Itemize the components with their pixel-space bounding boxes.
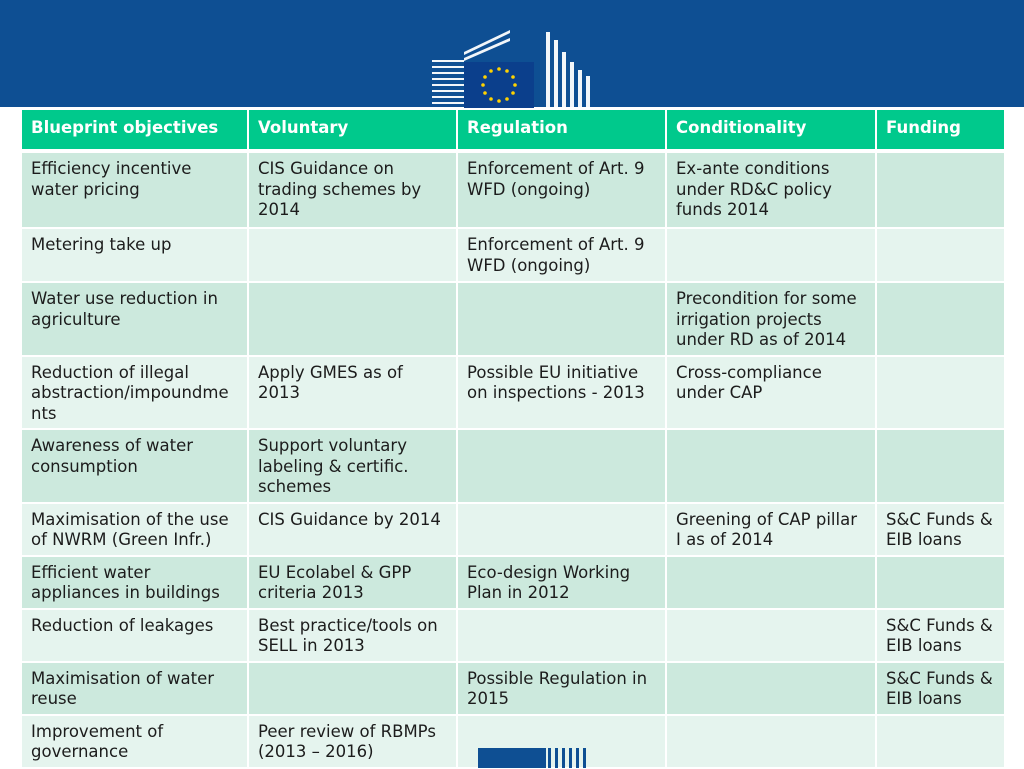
table-cell: Possible Regulation in 2015 bbox=[458, 663, 665, 714]
table-cell bbox=[249, 283, 456, 355]
table-cell: Greening of CAP pillar I as of 2014 bbox=[667, 504, 875, 555]
table-cell bbox=[667, 557, 875, 608]
table-cell: Water use reduction in agriculture bbox=[22, 283, 247, 355]
eu-commission-logo-icon bbox=[430, 30, 596, 110]
table-cell: Peer review of RBMPs (2013 – 2016) bbox=[249, 716, 456, 767]
eu-flag-icon bbox=[464, 62, 534, 108]
blueprint-table bbox=[20, 108, 1006, 769]
table-cell bbox=[667, 430, 875, 502]
table-row bbox=[22, 557, 1004, 608]
table-cell: Enforcement of Art. 9 WFD (ongoing) bbox=[458, 153, 665, 227]
table-cell bbox=[877, 430, 1004, 502]
header-regulation: Regulation bbox=[458, 110, 665, 149]
table-cell bbox=[877, 557, 1004, 608]
table-cell: Possible EU initiative on inspections - 2013 bbox=[458, 357, 665, 429]
table-header-row bbox=[22, 110, 1004, 149]
table-cell: Maximisation of water reuse bbox=[22, 663, 247, 714]
table-cell bbox=[249, 229, 456, 281]
table-cell: Reduction of leakages bbox=[22, 610, 247, 661]
table-cell bbox=[667, 610, 875, 661]
table-row bbox=[22, 283, 1004, 355]
table-cell: Support voluntary labeling & certific. schemes bbox=[249, 430, 456, 502]
table-cell bbox=[458, 430, 665, 502]
table-cell: Maximisation of the use of NWRM (Green Infr.) bbox=[22, 504, 247, 555]
table-cell: Precondition for some irrigation projects under RD as of 2014 bbox=[667, 283, 875, 355]
table-cell bbox=[667, 663, 875, 714]
table-cell: Eco-design Working Plan in 2012 bbox=[458, 557, 665, 608]
table-row bbox=[22, 430, 1004, 502]
table-cell: Cross-compliance under CAP bbox=[667, 357, 875, 429]
table-row bbox=[22, 663, 1004, 714]
table-cell: Efficiency incentive water pricing bbox=[22, 153, 247, 227]
table-cell: Metering take up bbox=[22, 229, 247, 281]
header-blueprint-objectives: Blueprint objectives bbox=[22, 110, 247, 149]
table-cell: Awareness of water consumption bbox=[22, 430, 247, 502]
header-voluntary: Voluntary bbox=[249, 110, 456, 149]
header-conditionality: Conditionality bbox=[667, 110, 875, 149]
table-cell: Best practice/tools on SELL in 2013 bbox=[249, 610, 456, 661]
bottom-stripes-decoration bbox=[546, 748, 596, 768]
table-cell: Efficient water appliances in buildings bbox=[22, 557, 247, 608]
header-funding: Funding bbox=[877, 110, 1004, 149]
table-cell bbox=[877, 716, 1004, 767]
table-row bbox=[22, 610, 1004, 661]
table-cell: S&C Funds & EIB loans bbox=[877, 504, 1004, 555]
table-row bbox=[22, 504, 1004, 555]
table-cell bbox=[877, 153, 1004, 227]
table-cell: EU Ecolabel & GPP criteria 2013 bbox=[249, 557, 456, 608]
table-cell bbox=[458, 504, 665, 555]
table-cell: Improvement of governance bbox=[22, 716, 247, 767]
table-cell: S&C Funds & EIB loans bbox=[877, 663, 1004, 714]
table-row bbox=[22, 229, 1004, 281]
table-cell bbox=[249, 663, 456, 714]
table-cell bbox=[877, 357, 1004, 429]
table-cell bbox=[667, 716, 875, 767]
table-cell bbox=[877, 283, 1004, 355]
table-cell: Apply GMES as of 2013 bbox=[249, 357, 456, 429]
table-row bbox=[22, 357, 1004, 429]
bottom-flag-tab bbox=[478, 748, 546, 768]
table-cell bbox=[458, 283, 665, 355]
table-cell bbox=[458, 610, 665, 661]
table-cell: CIS Guidance on trading schemes by 2014 bbox=[249, 153, 456, 227]
table-cell: CIS Guidance by 2014 bbox=[249, 504, 456, 555]
table-cell: Reduction of illegal abstraction/impoundme nts bbox=[22, 357, 247, 429]
table-cell: Ex-ante conditions under RD&C policy funds 2014 bbox=[667, 153, 875, 227]
table-cell bbox=[877, 229, 1004, 281]
table-cell: S&C Funds & EIB loans bbox=[877, 610, 1004, 661]
table-row bbox=[22, 153, 1004, 227]
table-cell: Enforcement of Art. 9 WFD (ongoing) bbox=[458, 229, 665, 281]
table-cell bbox=[667, 229, 875, 281]
